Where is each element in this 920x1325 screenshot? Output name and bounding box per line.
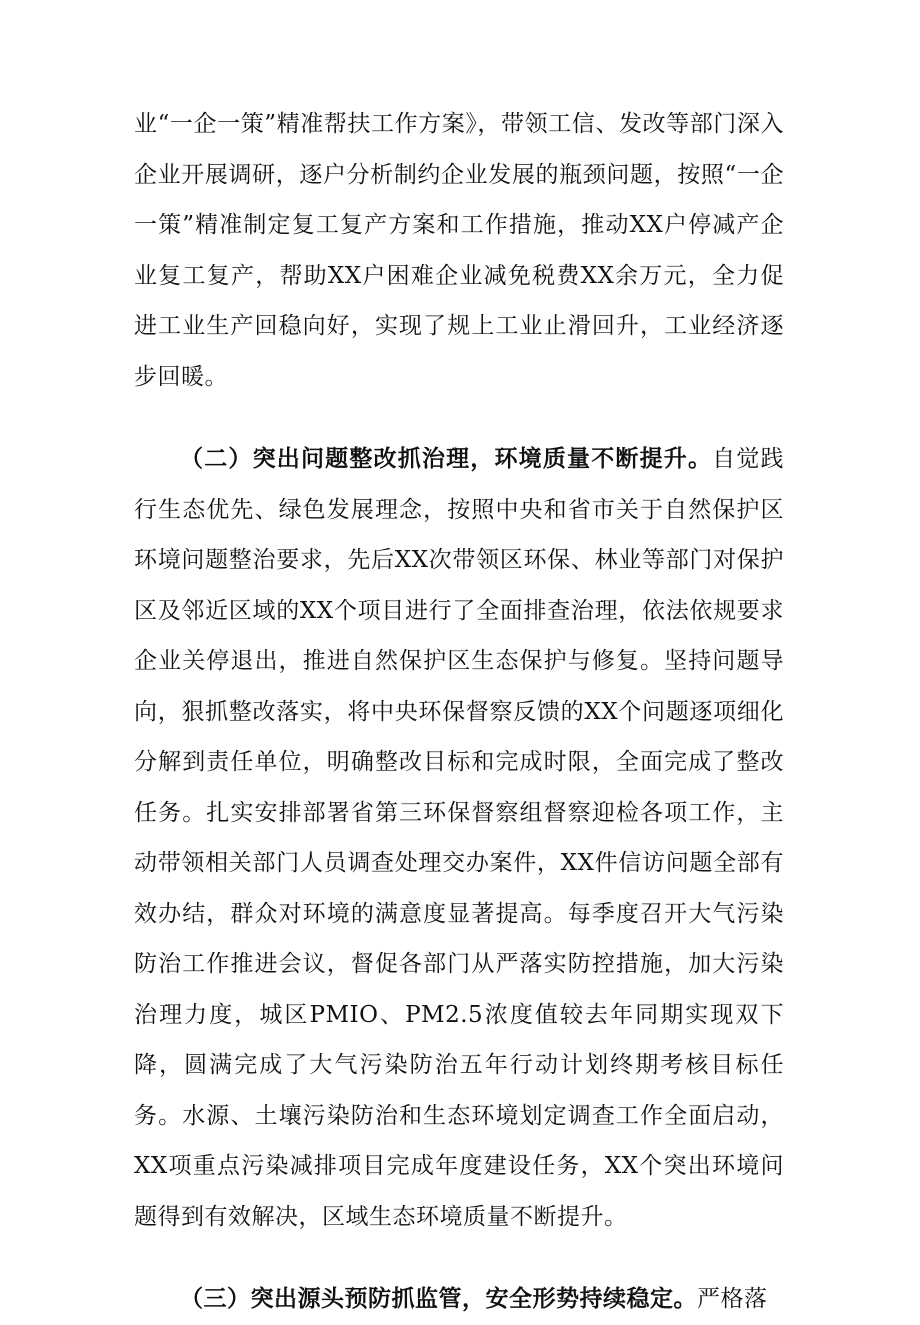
document-body [134, 99, 784, 1325]
paragraph-2 [134, 434, 784, 1242]
section-2-heading: （二）突出问题整改抓治理，环境质量不断提升。 [180, 446, 713, 472]
section-3-heading: （三）突出源头预防抓监管，安全形势持续稳定。 [180, 1286, 697, 1312]
paragraph-2-body: 自觉践行生态优先、绿色发展理念，按照中央和省市关于自然保护区环境问题整治要求，先后XX次带领区环保、林业等部门对保护区及邻近区域的XX个项目进行了全面排查治理，依法依规要求企业关停退出，推进自然保护区生态保护与修复。坚持问题导向，狠抓整改落实，将中央环保督察反馈的XX个问题逐项细化分解到责任单位，明确整改目标和完成时限，全面完成了整改任务。扎实安排部署省第三环保督察组督察迎检各项工作，主动带领相关部门人员调查处理交办案件，XX件信访问题全部有效办结，群众对环境的满意度显著提高。每季度召开大气污染防治工作推进会议，督促各部门从严落实防控措施，加大污染治理力度，城区PMIO、PM2.5浓度值较去年同期实现双下降，圆满完成了大气污染防治五年行动计划终期考核目标任务。水源、土壤污染防治和生态环境划定调查工作全面启动，XX项重点污染减排项目完成年度建设任务，XX个突出环境问题得到有效解决，区域生态环境质量不断提升。 [134, 446, 784, 1230]
paragraph-1 [134, 99, 784, 402]
paragraph-3-body: 严格落 [697, 1286, 768, 1312]
paragraph-gap [134, 402, 784, 434]
paragraph-3 [134, 1274, 784, 1325]
paragraph-1-body: 业“一企一策”精准帮扶工作方案》，带领工信、发改等部门深入企业开展调研，逐户分析制约企业发展的瓶颈问题，按照“一企一策”精准制定复工复产方案和工作措施，推动XX户停减产企业复工复产，帮助XX户困难企业减免税费XX余万元，全力促进工业生产回稳向好，实现了规上工业止滑回升，工业经济逐步回暖。 [134, 111, 784, 390]
paragraph-gap [134, 1242, 784, 1274]
